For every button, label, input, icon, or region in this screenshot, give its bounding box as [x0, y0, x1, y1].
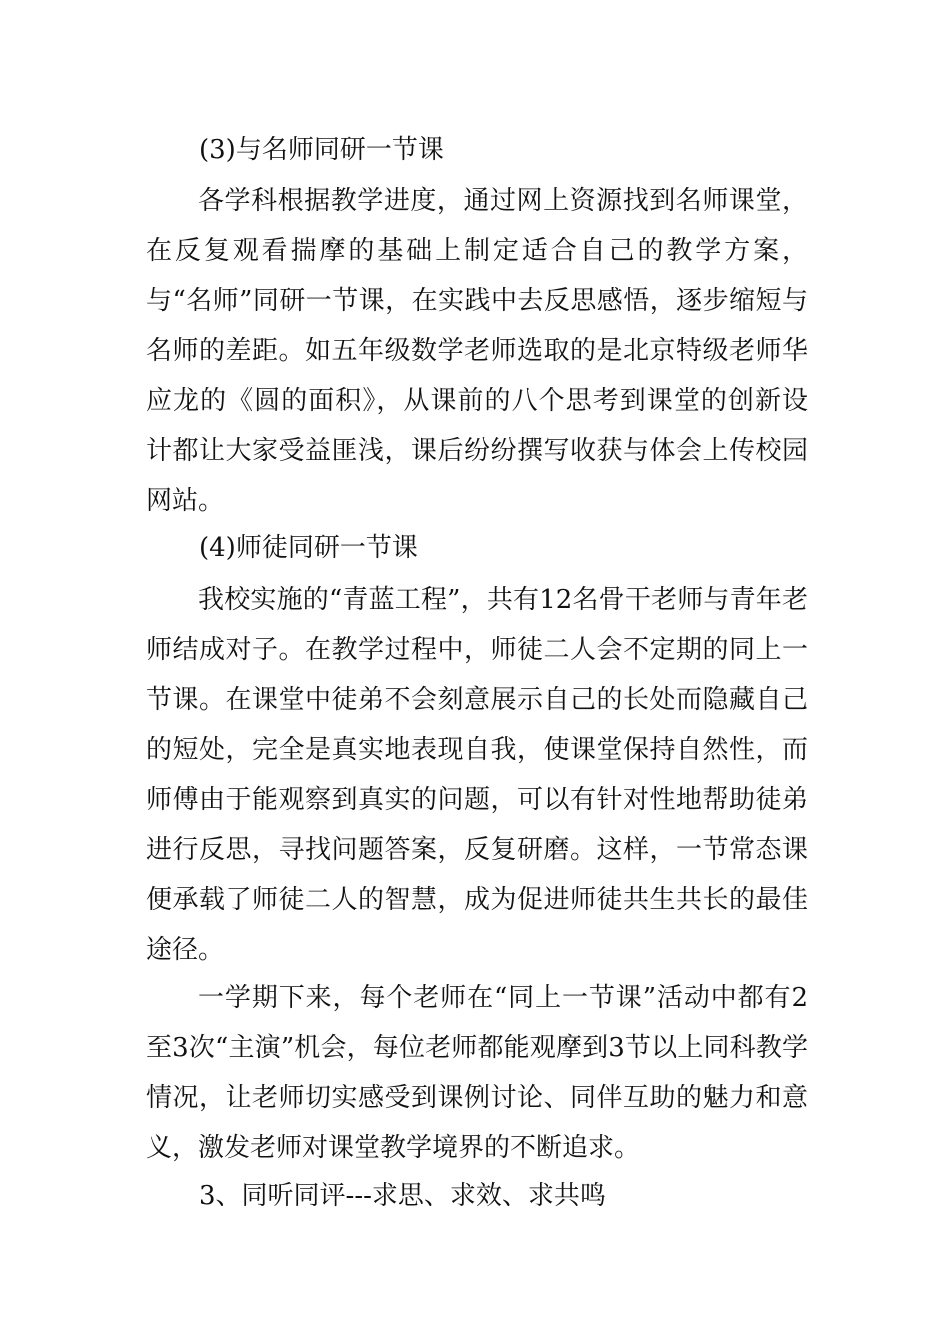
subheading-4: (4)师徒同研一节课	[199, 533, 418, 563]
paragraph-famous-teacher: 各学科根据教学进度，通过网上资源找到名师课堂，在反复观看揣摩的基础上制定适合自己的教学方案，与“名师”同研一节课，在实践中去反思感悟，逐步缩短与名师的差距。如五年级数学老师选取的是北京特级老师华应龙的《圆的面积》，从课前的八个思考到课堂的创新设计都让大家受益匪浅，课后纷纷撰写收获与体会上传校园网站。	[146, 186, 808, 516]
section-heading-3: 3、同听同评---求思、求效、求共鸣	[199, 1181, 606, 1211]
subheading-3: (3)与名师同研一节课	[199, 135, 444, 165]
paragraph-mentor-apprentice: 我校实施的“青蓝工程”，共有12名骨干老师与青年老师结成对子。在教学过程中，师徒二人会不定期的同上一节课。在课堂中徒弟不会刻意展示自己的长处而隐藏自己的短处，完全是真实地表现自我，使课堂保持自然性，而师傅由于能观察到真实的问题，可以有针对性地帮助徒弟进行反思，寻找问题答案，反复研磨。这样，一节常态课便承载了师徒二人的智慧，成为促进师徒共生共长的最佳途径。	[146, 585, 808, 965]
paragraph-summary: 一学期下来，每个老师在“同上一节课”活动中都有2至3次“主演”机会，每位老师都能观摩到3节以上同科教学情况，让老师切实感受到课例讨论、同伴互助的魅力和意义，激发老师对课堂教学境界的不断追求。	[146, 983, 808, 1163]
